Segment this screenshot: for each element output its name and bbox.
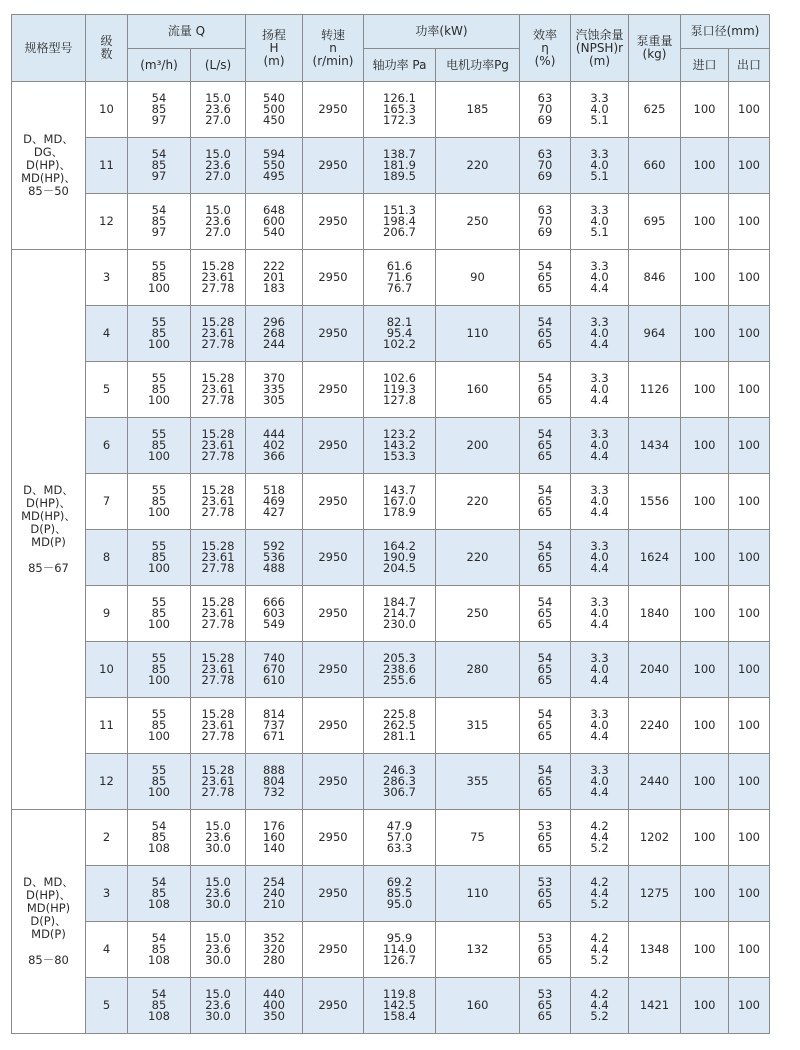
cell-wt: 2240: [629, 698, 681, 754]
cell-eff: 53 65 65: [520, 978, 571, 1034]
cell-pg: 315: [436, 698, 520, 754]
pump-spec-table: [11, 14, 770, 1034]
cell-h: 176 160 140: [246, 810, 303, 866]
cell-pg: 185: [436, 82, 520, 138]
cell-wt: 846: [629, 250, 681, 306]
table-row: [12, 530, 770, 586]
header-model: 规格型号: [12, 15, 86, 82]
cell-q: 55 85 100: [128, 642, 191, 698]
cell-eff: 54 65 65: [520, 306, 571, 362]
cell-pg: 110: [436, 866, 520, 922]
cell-npsh: 3.3 4.0 4.4: [571, 754, 629, 810]
header-outlet: 出口: [729, 49, 770, 82]
cell-npsh: 3.3 4.0 4.4: [571, 698, 629, 754]
cell-wt: 625: [629, 82, 681, 138]
cell-out: 100: [729, 586, 770, 642]
cell-n: 2950: [303, 530, 364, 586]
cell-n: 2950: [303, 922, 364, 978]
table-row: [12, 698, 770, 754]
cell-n: 2950: [303, 194, 364, 250]
cell-h: 518 469 427: [246, 474, 303, 530]
cell-h: 666 603 549: [246, 586, 303, 642]
cell-h: 594 550 495: [246, 138, 303, 194]
cell-ls: 15.28 23.61 27.78: [191, 362, 246, 418]
cell-q: 55 85 100: [128, 698, 191, 754]
table-row: [12, 474, 770, 530]
cell-q: 54 85 108: [128, 810, 191, 866]
cell-h: 254 240 210: [246, 866, 303, 922]
cell-ls: 15.28 23.61 27.78: [191, 698, 246, 754]
cell-eff: 54 65 65: [520, 642, 571, 698]
header-npsh: 汽蚀余量 (NPSH)r (m): [571, 15, 629, 82]
cell-n: 2950: [303, 306, 364, 362]
cell-eff: 54 65 65: [520, 250, 571, 306]
table-row: [12, 306, 770, 362]
cell-q: 55 85 100: [128, 586, 191, 642]
cell-n: 2950: [303, 754, 364, 810]
cell-wt: 2440: [629, 754, 681, 810]
cell-pg: 220: [436, 138, 520, 194]
cell-pa: 143.7 167.0 178.9: [364, 474, 436, 530]
cell-out: 100: [729, 810, 770, 866]
model-cell: D、MD、DG、 D(HP)、 MD(HP)、 85－50: [12, 82, 86, 250]
cell-npsh: 3.3 4.0 4.4: [571, 642, 629, 698]
cell-pa: 205.3 238.6 255.6: [364, 642, 436, 698]
header-port: 泵口径(mm): [681, 15, 770, 49]
cell-in: 100: [681, 586, 729, 642]
cell-out: 100: [729, 530, 770, 586]
header-power: 功率(kW): [364, 15, 520, 49]
cell-n: 2950: [303, 418, 364, 474]
cell-stage: 10: [86, 642, 128, 698]
cell-pg: 75: [436, 810, 520, 866]
cell-stage: 12: [86, 194, 128, 250]
cell-stage: 12: [86, 754, 128, 810]
cell-eff: 54 65 65: [520, 418, 571, 474]
table-row: [12, 250, 770, 306]
cell-q: 55 85 100: [128, 474, 191, 530]
cell-h: 440 400 350: [246, 978, 303, 1034]
cell-pa: 102.6 119.3 127.8: [364, 362, 436, 418]
cell-in: 100: [681, 82, 729, 138]
cell-n: 2950: [303, 474, 364, 530]
table-row: [12, 586, 770, 642]
cell-stage: 11: [86, 138, 128, 194]
cell-npsh: 3.3 4.0 4.4: [571, 306, 629, 362]
cell-npsh: 3.3 4.0 4.4: [571, 586, 629, 642]
cell-pg: 160: [436, 362, 520, 418]
cell-in: 100: [681, 362, 729, 418]
header-shaft-power: 轴功率 Pa: [364, 49, 436, 82]
cell-pg: 160: [436, 978, 520, 1034]
cell-stage: 6: [86, 418, 128, 474]
cell-stage: 4: [86, 922, 128, 978]
cell-out: 100: [729, 194, 770, 250]
cell-h: 740 670 610: [246, 642, 303, 698]
cell-in: 100: [681, 698, 729, 754]
cell-wt: 1275: [629, 866, 681, 922]
cell-pa: 138.7 181.9 189.5: [364, 138, 436, 194]
cell-out: 100: [729, 474, 770, 530]
header-weight: 泵重量 (kg): [629, 15, 681, 82]
cell-q: 54 85 108: [128, 978, 191, 1034]
cell-stage: 5: [86, 362, 128, 418]
cell-h: 888 804 732: [246, 754, 303, 810]
cell-in: 100: [681, 474, 729, 530]
cell-in: 100: [681, 306, 729, 362]
cell-npsh: 3.3 4.0 5.1: [571, 194, 629, 250]
cell-n: 2950: [303, 866, 364, 922]
cell-h: 592 536 488: [246, 530, 303, 586]
header-efficiency: 效率 η (%): [520, 15, 571, 82]
cell-eff: 54 65 65: [520, 754, 571, 810]
cell-n: 2950: [303, 250, 364, 306]
table-row: [12, 362, 770, 418]
model-cell: D、MD、 D(HP)、 MD(HP)、 D(P)、 MD(P) 85－67: [12, 250, 86, 810]
cell-npsh: 3.3 4.0 4.4: [571, 530, 629, 586]
cell-q: 54 85 108: [128, 866, 191, 922]
cell-pg: 220: [436, 530, 520, 586]
table-row: [12, 810, 770, 866]
header-flow-ls: (L/s): [191, 49, 246, 82]
cell-stage: 4: [86, 306, 128, 362]
cell-in: 100: [681, 530, 729, 586]
cell-pg: 355: [436, 754, 520, 810]
cell-pa: 123.2 143.2 153.3: [364, 418, 436, 474]
cell-out: 100: [729, 362, 770, 418]
table-row: [12, 922, 770, 978]
cell-pa: 61.6 71.6 76.7: [364, 250, 436, 306]
cell-out: 100: [729, 138, 770, 194]
header-motor-power: 电机功率Pg: [436, 49, 520, 82]
cell-in: 100: [681, 250, 729, 306]
cell-pa: 225.8 262.5 281.1: [364, 698, 436, 754]
cell-h: 444 402 366: [246, 418, 303, 474]
cell-npsh: 4.2 4.4 5.2: [571, 978, 629, 1034]
cell-pg: 250: [436, 194, 520, 250]
cell-ls: 15.0 23.6 30.0: [191, 978, 246, 1034]
header-head: 扬程 H (m): [246, 15, 303, 82]
cell-pa: 69.2 85.5 95.0: [364, 866, 436, 922]
cell-npsh: 4.2 4.4 5.2: [571, 866, 629, 922]
cell-h: 370 335 305: [246, 362, 303, 418]
cell-ls: 15.28 23.61 27.78: [191, 250, 246, 306]
header-inlet: 进口: [681, 49, 729, 82]
cell-n: 2950: [303, 82, 364, 138]
model-cell: D、MD、 D(HP)、 MD(HP) D(P)、 MD(P) 85－80: [12, 810, 86, 1034]
cell-ls: 15.0 23.6 30.0: [191, 810, 246, 866]
cell-ls: 15.28 23.61 27.78: [191, 586, 246, 642]
table-row: [12, 866, 770, 922]
cell-eff: 53 65 65: [520, 922, 571, 978]
cell-stage: 2: [86, 810, 128, 866]
cell-out: 100: [729, 642, 770, 698]
header-stages: 级 数: [86, 15, 128, 82]
cell-ls: 15.0 23.6 27.0: [191, 82, 246, 138]
table-row: [12, 138, 770, 194]
cell-out: 100: [729, 754, 770, 810]
cell-eff: 53 65 65: [520, 810, 571, 866]
cell-pa: 95.9 114.0 126.7: [364, 922, 436, 978]
cell-q: 55 85 100: [128, 362, 191, 418]
cell-stage: 7: [86, 474, 128, 530]
cell-pa: 47.9 57.0 63.3: [364, 810, 436, 866]
cell-n: 2950: [303, 362, 364, 418]
cell-eff: 54 65 65: [520, 530, 571, 586]
cell-ls: 15.28 23.61 27.78: [191, 306, 246, 362]
cell-wt: 964: [629, 306, 681, 362]
cell-in: 100: [681, 866, 729, 922]
cell-ls: 15.0 23.6 27.0: [191, 138, 246, 194]
cell-stage: 8: [86, 530, 128, 586]
cell-npsh: 4.2 4.4 5.2: [571, 810, 629, 866]
cell-stage: 11: [86, 698, 128, 754]
cell-ls: 15.28 23.61 27.78: [191, 754, 246, 810]
cell-wt: 1126: [629, 362, 681, 418]
cell-ls: 15.28 23.61 27.78: [191, 530, 246, 586]
cell-wt: 1556: [629, 474, 681, 530]
cell-npsh: 3.3 4.0 4.4: [571, 418, 629, 474]
cell-pa: 184.7 214.7 230.0: [364, 586, 436, 642]
cell-npsh: 3.3 4.0 4.4: [571, 362, 629, 418]
cell-stage: 10: [86, 82, 128, 138]
header-speed: 转速 n (r/min): [303, 15, 364, 82]
cell-wt: 2040: [629, 642, 681, 698]
cell-in: 100: [681, 194, 729, 250]
cell-stage: 3: [86, 866, 128, 922]
cell-q: 55 85 100: [128, 530, 191, 586]
cell-eff: 63 70 69: [520, 194, 571, 250]
cell-h: 222 201 183: [246, 250, 303, 306]
table-row: [12, 754, 770, 810]
cell-n: 2950: [303, 138, 364, 194]
cell-q: 54 85 97: [128, 138, 191, 194]
table-row: [12, 82, 770, 138]
cell-q: 54 85 108: [128, 922, 191, 978]
table-row: [12, 978, 770, 1034]
cell-pg: 90: [436, 250, 520, 306]
header-flow-m3h: (m³/h): [128, 49, 191, 82]
cell-h: 296 268 244: [246, 306, 303, 362]
cell-eff: 63 70 69: [520, 82, 571, 138]
cell-ls: 15.0 23.6 27.0: [191, 194, 246, 250]
cell-pa: 82.1 95.4 102.2: [364, 306, 436, 362]
cell-wt: 1421: [629, 978, 681, 1034]
cell-q: 55 85 100: [128, 418, 191, 474]
cell-ls: 15.0 23.6 30.0: [191, 922, 246, 978]
cell-h: 648 600 540: [246, 194, 303, 250]
cell-stage: 5: [86, 978, 128, 1034]
table-row: [12, 642, 770, 698]
cell-n: 2950: [303, 642, 364, 698]
cell-q: 55 85 100: [128, 250, 191, 306]
cell-out: 100: [729, 866, 770, 922]
cell-h: 352 320 280: [246, 922, 303, 978]
cell-wt: 660: [629, 138, 681, 194]
cell-pa: 164.2 190.9 204.5: [364, 530, 436, 586]
cell-stage: 3: [86, 250, 128, 306]
cell-out: 100: [729, 306, 770, 362]
cell-out: 100: [729, 922, 770, 978]
cell-out: 100: [729, 698, 770, 754]
cell-pg: 250: [436, 586, 520, 642]
cell-wt: 1202: [629, 810, 681, 866]
cell-in: 100: [681, 418, 729, 474]
cell-in: 100: [681, 978, 729, 1034]
cell-out: 100: [729, 250, 770, 306]
cell-pa: 151.3 198.4 206.7: [364, 194, 436, 250]
cell-pg: 280: [436, 642, 520, 698]
cell-out: 100: [729, 418, 770, 474]
cell-eff: 54 65 65: [520, 698, 571, 754]
cell-q: 55 85 100: [128, 754, 191, 810]
cell-npsh: 3.3 4.0 4.4: [571, 250, 629, 306]
cell-ls: 15.28 23.61 27.78: [191, 474, 246, 530]
cell-npsh: 3.3 4.0 5.1: [571, 82, 629, 138]
table-body: [12, 82, 770, 1034]
cell-q: 55 85 100: [128, 306, 191, 362]
table-row: [12, 418, 770, 474]
cell-h: 540 500 450: [246, 82, 303, 138]
cell-pg: 200: [436, 418, 520, 474]
cell-npsh: 3.3 4.0 4.4: [571, 474, 629, 530]
cell-wt: 1840: [629, 586, 681, 642]
table-row: [12, 194, 770, 250]
cell-ls: 15.0 23.6 30.0: [191, 866, 246, 922]
cell-ls: 15.28 23.61 27.78: [191, 418, 246, 474]
cell-wt: 1348: [629, 922, 681, 978]
cell-eff: 54 65 65: [520, 586, 571, 642]
cell-ls: 15.28 23.61 27.78: [191, 642, 246, 698]
cell-wt: 695: [629, 194, 681, 250]
cell-q: 54 85 97: [128, 82, 191, 138]
cell-eff: 63 70 69: [520, 138, 571, 194]
cell-eff: 54 65 65: [520, 362, 571, 418]
cell-in: 100: [681, 754, 729, 810]
header-flow: 流量 Q: [128, 15, 246, 49]
cell-in: 100: [681, 922, 729, 978]
cell-q: 54 85 97: [128, 194, 191, 250]
cell-out: 100: [729, 82, 770, 138]
cell-n: 2950: [303, 810, 364, 866]
cell-in: 100: [681, 810, 729, 866]
cell-wt: 1434: [629, 418, 681, 474]
cell-pg: 110: [436, 306, 520, 362]
cell-stage: 9: [86, 586, 128, 642]
cell-npsh: 4.2 4.4 5.2: [571, 922, 629, 978]
cell-npsh: 3.3 4.0 5.1: [571, 138, 629, 194]
cell-n: 2950: [303, 586, 364, 642]
cell-out: 100: [729, 978, 770, 1034]
cell-pa: 126.1 165.3 172.3: [364, 82, 436, 138]
cell-wt: 1624: [629, 530, 681, 586]
cell-n: 2950: [303, 978, 364, 1034]
cell-n: 2950: [303, 698, 364, 754]
cell-pa: 119.8 142.5 158.4: [364, 978, 436, 1034]
cell-pa: 246.3 286.3 306.7: [364, 754, 436, 810]
cell-pg: 220: [436, 474, 520, 530]
cell-in: 100: [681, 138, 729, 194]
cell-h: 814 737 671: [246, 698, 303, 754]
cell-eff: 54 65 65: [520, 474, 571, 530]
cell-in: 100: [681, 642, 729, 698]
cell-pg: 132: [436, 922, 520, 978]
cell-eff: 53 65 65: [520, 866, 571, 922]
